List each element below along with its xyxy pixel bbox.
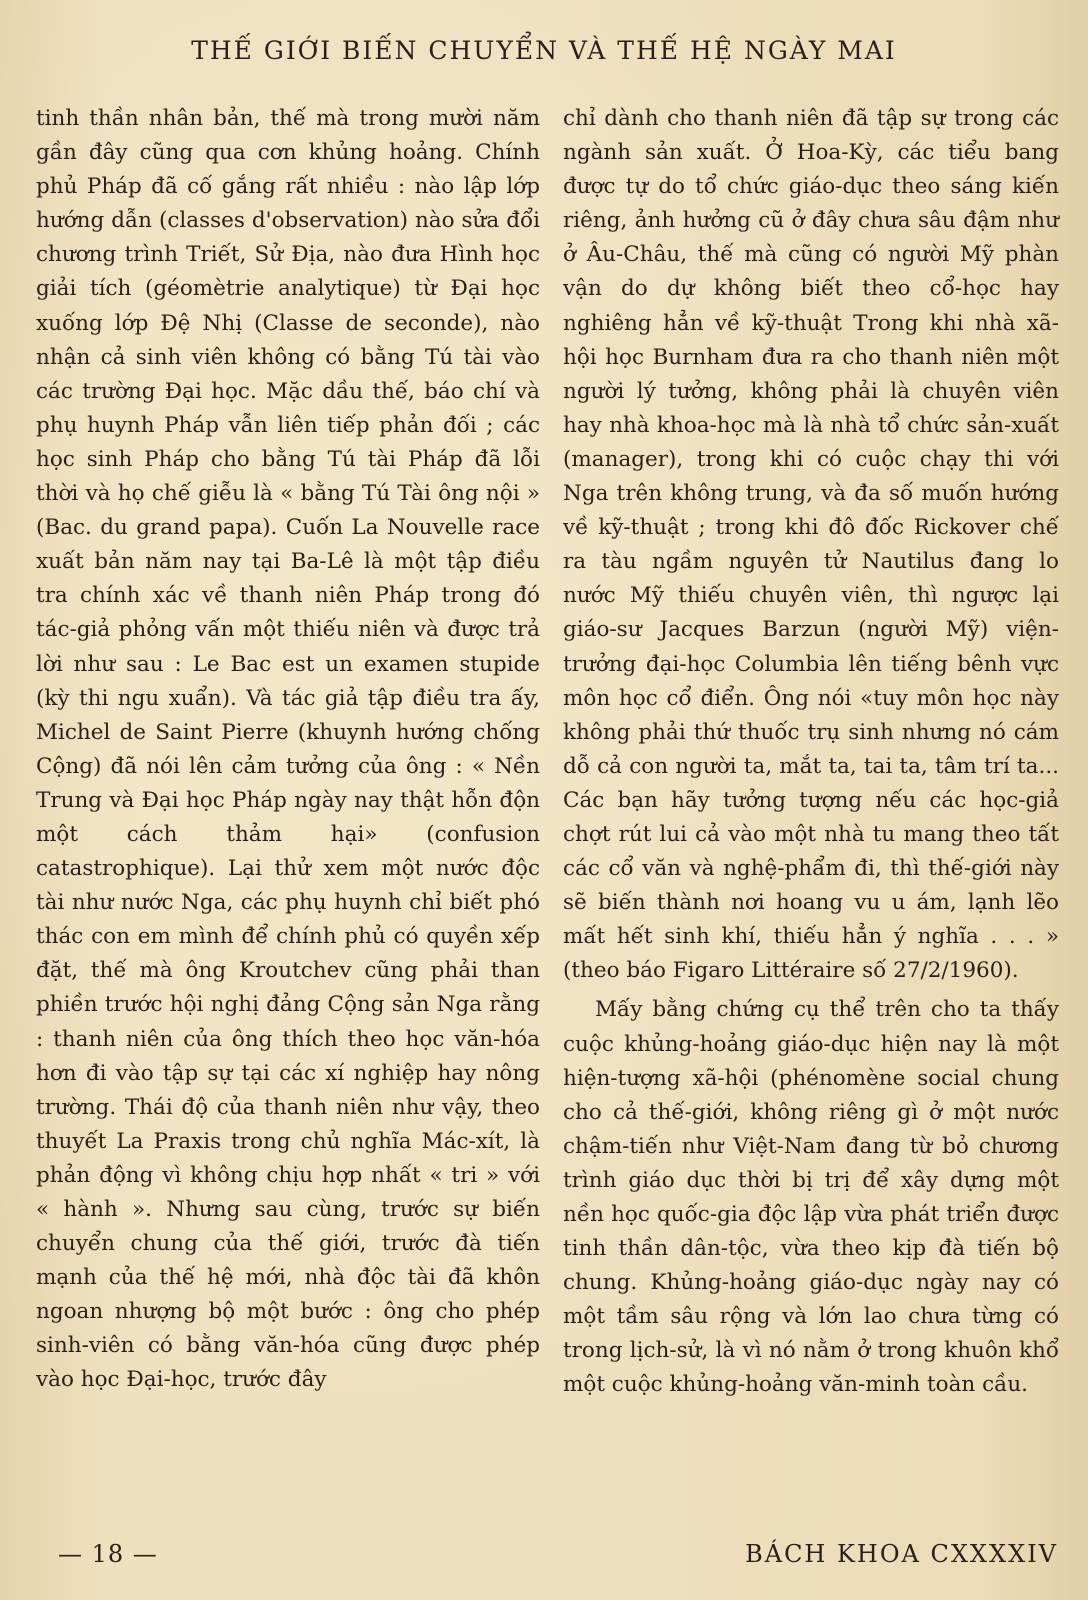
right-column-paragraph-2: Mấy bằng chứng cụ thể trên cho ta thấy cuộc khủng-hoảng giáo-dục hiện nay là một hiện-tượng xã-hội (phénomène social chung cho cả thế-giới, không riêng gì ở một nước chậm-tiến như Việt-Nam đang từ bỏ chương trình giáo dục thời bị trị để xây dựng một nền học quốc-gia độc lập vừa phát triển được tinh thần dân-tộc, vừa theo kịp đà tiến bộ chung. Khủng-hoảng giáo-dục ngày nay có một tầm sâu rộng và lớn lao chưa từng có trong lịch-sử, là vì nó nằm ở trong khuôn khổ một cuộc khủng-hoảng văn-minh toàn cầu.	[563, 997, 1059, 1398]
magazine-issue: BÁCH KHOA CXXXXIV	[745, 1540, 1058, 1568]
left-column	[36, 102, 540, 1512]
page-number: — 18 —	[58, 1540, 158, 1568]
left-column-text: tinh thần nhân bản, thế mà trong mười năm gần đây cũng qua cơn khủng hoảng. Chính phủ Pháp đã cố gắng rất nhiều : nào lập lớp hướng dẫn (classes d'observation) nào sửa đổi chương trình Triết, Sử Địa, nào đưa Hình học giải tích (géomètrie analytique) từ Đại học xuống lớp Đệ Nhị (Classe de seconde), nào nhận cả sinh viên không có bằng Tú tài vào các trường Đại học. Mặc dầu thế, báo chí và phụ huynh Pháp vẫn liên tiếp phản đối ; các học sinh Pháp cho bằng Tú tài Pháp đã lỗi thời và họ chế giễu là « bằng Tú Tài ông nội » (Bac. du grand papa). Cuốn La Nouvelle race xuất bản năm nay tại Ba-Lê là một tập điều tra chính xác về thanh niên Pháp trong đó tác-giả phỏng vấn một thiếu niên và được trả lời như sau : Le Bac est un examen stupide (kỳ thi ngu xuẩn). Và tác giả tập điều tra ấy, Michel de Saint Pierre (khuynh hướng chống Cộng) đã nói lên cảm tưởng của ông : « Nền Trung và Đại học Pháp ngày nay thật hỗn độn một cách thảm hại» (confusion catastrophique). Lại thử xem một nước độc tài như nước Nga, các phụ huynh chỉ biết phó thác con em mình để chính phủ có quyền xếp đặt, thế mà ông Kroutchev cũng phải than phiền trước hội nghị đảng Cộng sản Nga rằng : thanh niên của ông thích theo học văn-hóa hơn đi vào tập sự tại các xí nghiệp hay nông trường. Thái độ của thanh niên như vậy, theo thuyết La Praxis trong chủ nghĩa Mác-xít, là phản động vì không chịu hợp nhất « tri » với « hành ». Nhưng sau cùng, trước sự biến chuyển chung của thế giới, trước đà tiến mạnh của thế hệ mới, nhà độc tài đã khôn ngoan nhượng bộ một bước : ông cho phép sinh-viên có bằng văn-hóa cũng được phép vào học Đại-học, trước đây	[36, 106, 540, 1393]
page-title: THẾ GIỚI BIẾN CHUYỂN VÀ THẾ HỆ NGÀY MAI	[191, 36, 897, 65]
right-column	[563, 102, 1059, 1512]
right-column-paragraph-1: chỉ dành cho thanh niên đã tập sự trong các ngành sản xuất. Ở Hoa-Kỳ, các tiểu bang được tự do tổ chức giáo-dục theo sáng kiến riêng, ảnh hưởng cũ ở đây chưa sâu đậm như ở Âu-Châu, thế mà cũng có người Mỹ phàn vận do dự không biết theo cổ-học hay nghiêng hẳn về kỹ-thuật Trong khi nhà xã-hội học Burnham đưa ra cho thanh niên một người lý tưởng, không phải là chuyên viên hay nhà khoa-học mà là nhà tổ chức sản-xuất (manager), trong khi có cuộc chạy thi với Nga trên không trung, và đa số muốn hướng về kỹ-thuật ; trong khi đô đốc Rickover chế ra tàu ngầm nguyên tử Nautilus đang lo nước Mỹ thiếu chuyên viên, thì ngược lại giáo-sư Jacques Barzun (người Mỹ) viện-trưởng đại-học Columbia lên tiếng bênh vực môn học cổ điển. Ông nói «tuy môn học này không phải thứ thuốc trụ sinh nhưng nó cám dỗ cả con người ta, mắt ta, tai ta, tâm trí ta... Các bạn hãy tưởng tượng nếu các học-giả chợt rút lui cả vào một nhà tu mang theo tất các cổ văn và nghệ-phẩm đi, thì thế-giới này sẽ biến thành nơi hoang vu u ám, lạnh lẽo mất hết sinh khí, thiếu hẳn ý nghĩa . . . » (theo báo Figaro Littéraire số 27/2/1960).	[563, 106, 1059, 984]
